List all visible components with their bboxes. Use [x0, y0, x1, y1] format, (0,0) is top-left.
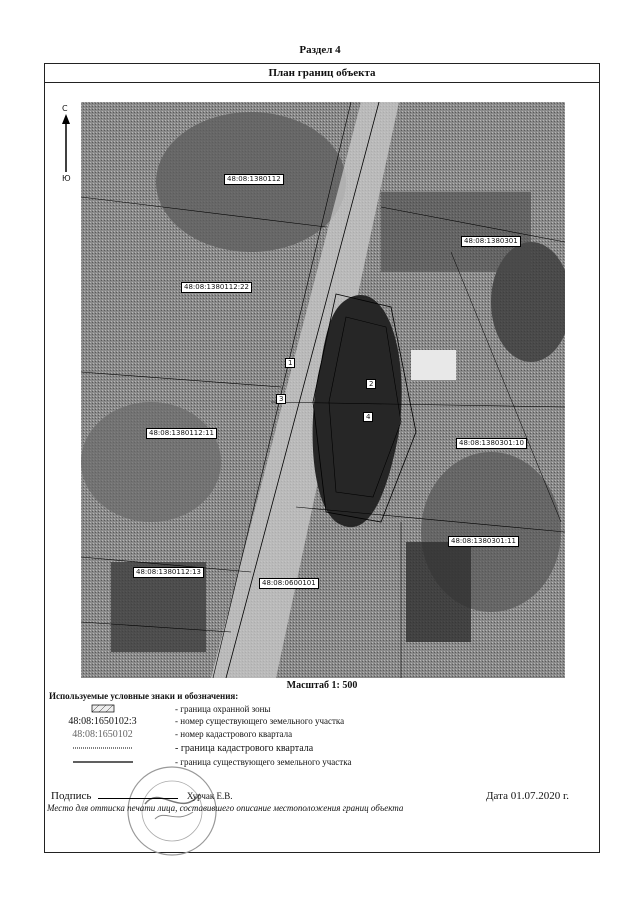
legend-text: - граница кадастрового квартала	[175, 743, 314, 754]
parcel-label: 48:08:1380112	[224, 174, 284, 185]
legend-item	[45, 743, 599, 756]
point-label: 3	[276, 394, 286, 404]
parcel-label: 48:08:1380112:11	[146, 428, 217, 439]
signer-name: Хурчак Е.В.	[186, 791, 233, 801]
south-label: Ю	[62, 174, 71, 183]
signature-date: Дата 01.07.2020 г.	[486, 790, 569, 802]
parcel-label: 48:08:1380301	[461, 236, 521, 247]
section-title: Раздел 4	[299, 44, 341, 56]
legend-item	[45, 716, 599, 729]
parcel-label: 48:08:1380112:13	[133, 567, 204, 578]
point-label: 4	[363, 412, 373, 422]
parcel-label: 48:08:1380301:11	[448, 536, 519, 547]
parcel-number-sample: 48:08:1650102:3	[68, 716, 137, 727]
legend-title: Используемые условные знаки и обозначения:	[49, 691, 239, 701]
signature-line	[98, 798, 178, 799]
legend-text: - граница охранной зоны	[175, 704, 271, 714]
signature-label: Подпись	[51, 790, 92, 802]
stamp-note: Место для оттиска печати лица, составившего описание местоположения границ объекта	[47, 803, 404, 813]
parcel-label: 48:08:0600101	[259, 578, 319, 589]
map-drawing	[81, 102, 565, 678]
legend-text: - номер существующего земельного участка	[175, 716, 345, 726]
plan-title: План границ объекта	[45, 64, 599, 83]
quarter-number-sample: 48:08:1650102	[72, 729, 133, 740]
legend-text: - граница существующего земельного участка	[175, 757, 352, 767]
point-label: 1	[285, 358, 295, 368]
plan-frame	[44, 63, 600, 853]
legend-text: - номер кадастрового квартала	[175, 729, 293, 739]
quarter-boundary-symbol	[55, 743, 150, 753]
orthophoto-map	[81, 102, 565, 678]
north-label: С	[62, 104, 68, 113]
point-label: 2	[366, 379, 376, 389]
signature-row	[51, 790, 569, 802]
parcel-label: 48:08:1380301:10	[456, 438, 527, 449]
protection-zone-symbol	[55, 704, 150, 715]
map-scale: Масштаб 1: 500	[286, 680, 358, 691]
legend-item	[45, 729, 599, 742]
north-arrow	[59, 104, 75, 214]
parcel-label: 48:08:1380112:22	[181, 282, 252, 293]
